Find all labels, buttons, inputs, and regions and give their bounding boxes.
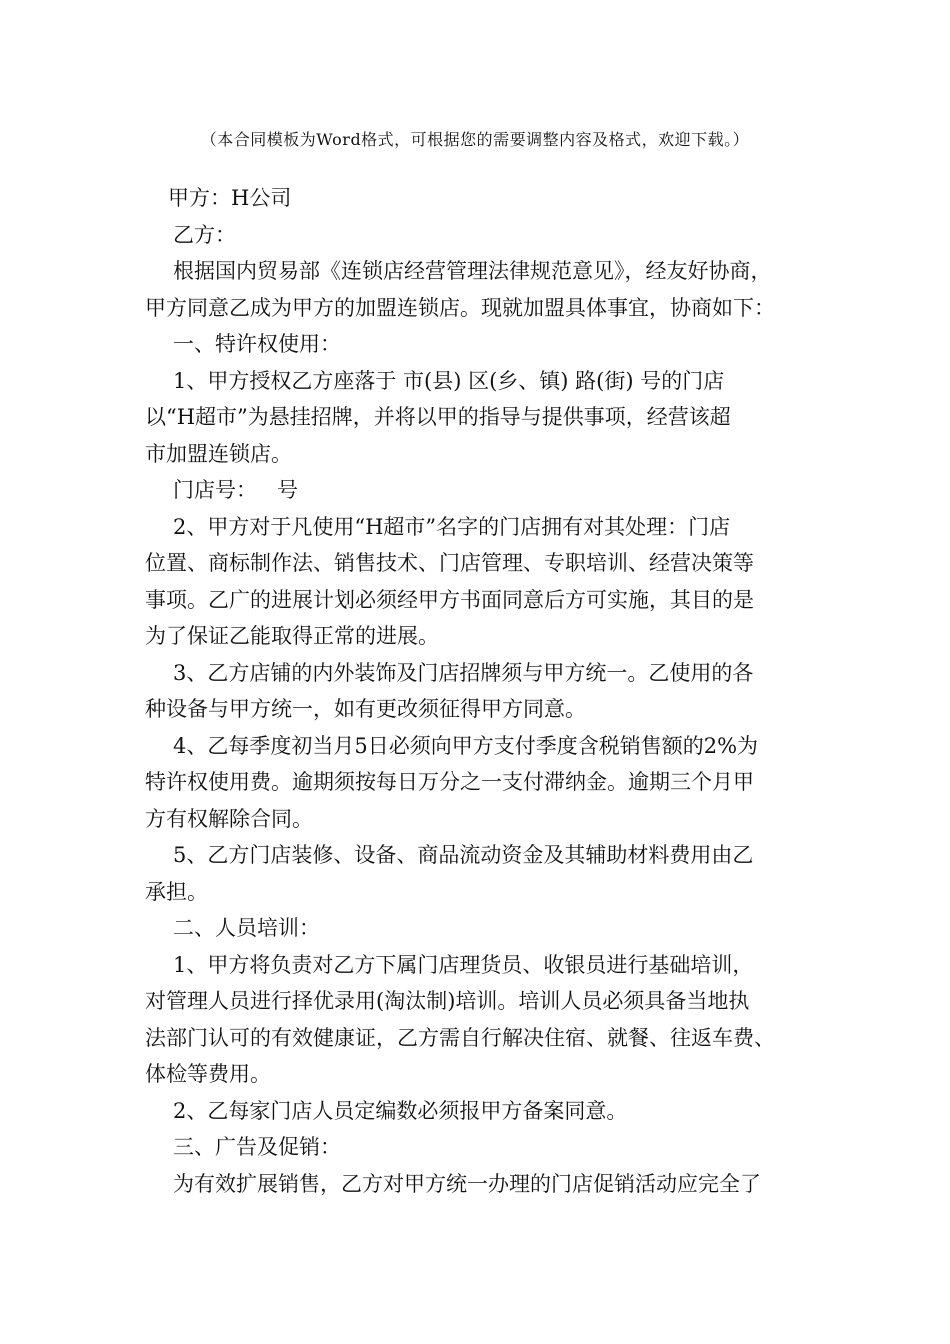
section-2-title: 二、人员培训：: [173, 916, 320, 940]
text-line: 甲方同意乙成为甲方的加盟连锁店。现就加盟具体事宜，协商如下：: [145, 295, 775, 320]
text-line: 事项。乙广的进展计划必须经甲方书面同意后方可实施，其目的是: [145, 587, 754, 612]
section-2-item-2: 2、乙每家门店人员定编数必须报甲方备案同意。: [173, 1098, 628, 1123]
text-line: 根据国内贸易部《连锁店经营管理法律规范意见》，经友好协商，: [173, 259, 772, 283]
text-line: 承担。: [145, 879, 208, 904]
section-3-paragraph: 为有效扩展销售，乙方对甲方统一办理的门店促销活动应完全了: [173, 1171, 761, 1196]
section-1-item-5: [145, 837, 810, 910]
section-1-item-3: [145, 655, 810, 728]
text-line: 方有权解除合同。: [145, 806, 313, 831]
text-line: 法部门认可的有效健康证，乙方需自行解决住宿、就餐、往返车费、: [145, 1025, 775, 1050]
section-1-title: 一、特许权使用：: [173, 332, 341, 356]
section-1-item-1: [145, 363, 810, 473]
text-line: 5、乙方门店装修、设备、商品流动资金及其辅助材料费用由乙: [173, 843, 754, 867]
contract-body: [145, 180, 810, 1202]
text-line: 为了保证乙能取得正常的进展。: [145, 624, 439, 648]
text-line: 位置、商标制作法、销售技术、门店管理、专职培训、经营决策等: [145, 551, 754, 575]
text-line: 3、乙方店铺的内外装饰及门店招牌须与甲方统一。乙使用的各: [173, 660, 754, 685]
text-line: 体检等费用。: [145, 1062, 271, 1086]
section-1-item-2: [145, 509, 810, 655]
text-line: 1、甲方将负责对乙方下属门店理货员、收银员进行基础培训，: [173, 952, 754, 977]
text-line: 4、乙每季度初当月5日必须向甲方支付季度含税销售额的2%为: [173, 733, 759, 758]
text-line: 2、甲方对于凡使用“H超市”名字的门店拥有对其处理：门店: [173, 514, 731, 539]
text-line: 种设备与甲方统一，如有更改须征得甲方同意。: [145, 697, 586, 721]
text-line: 1、甲方授权乙方座落于 市(县) 区(乡、镇) 路(街) 号的门店: [173, 368, 725, 393]
section-3-title: 三、广告及促销：: [173, 1135, 341, 1159]
party-a: 甲方：H公司: [168, 186, 292, 210]
section-2-item-1: [145, 947, 810, 1093]
party-b: 乙方：: [173, 222, 236, 247]
text-line: 市加盟连锁店。: [145, 441, 292, 466]
text-line: 特许权使用费。逾期须按每日万分之一支付滞纳金。逾期三个月甲: [145, 770, 754, 794]
section-1-item-4: [145, 728, 810, 838]
text-line: 对管理人员进行择优录用(淘汰制)培训。培训人员必须具备当地执: [145, 989, 750, 1013]
store-number: 门店号： 号: [173, 478, 299, 502]
intro-paragraph: [145, 253, 810, 326]
template-note: （本合同模板为Word格式，可根据您的需要调整内容及格式，欢迎下载。）: [200, 130, 750, 149]
text-line: 以“H超市”为悬挂招牌，并将以甲的指导与提供事项，经营该超: [145, 405, 731, 429]
